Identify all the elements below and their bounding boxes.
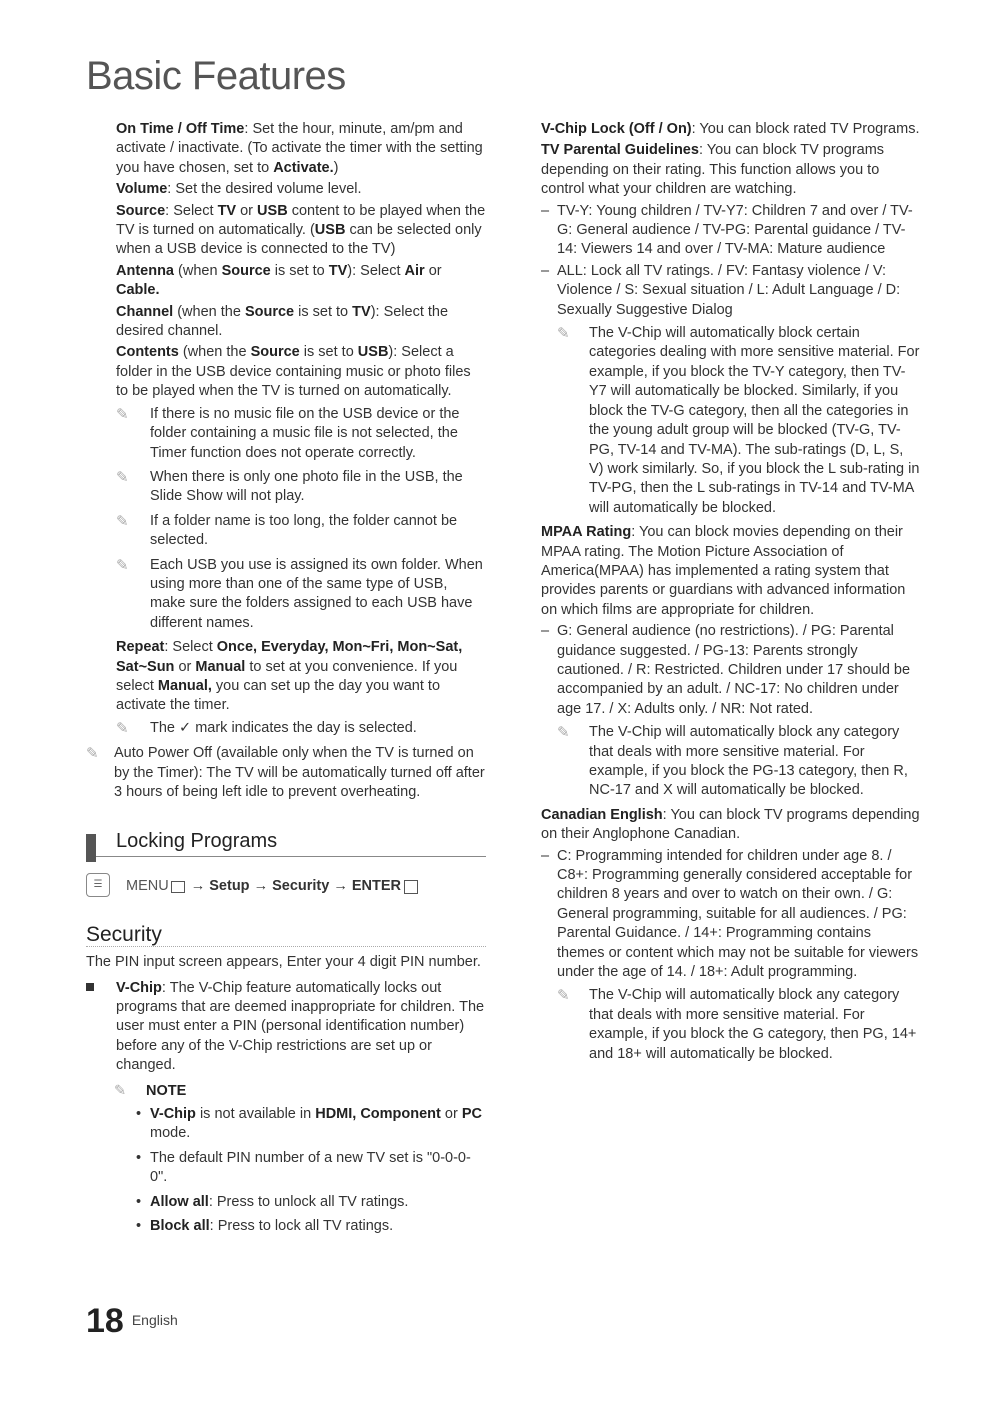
tv-ratings-text: TV-Y: Young children / TV-Y7: Children 7 and over / TV-G: General audience / TV-PG: Parental guidance / TV-14: Viewers 14 and over / TV-MA: Mature audience	[557, 202, 913, 258]
left-column	[86, 120, 486, 1242]
sub-ratings-dash	[541, 262, 921, 518]
contents-text-c: ): Select a folder in the USB device containing music or photo files to be played when the TV is turned on automatically.	[116, 344, 471, 400]
antenna-item	[116, 262, 486, 301]
repeat-text-a: : Select	[164, 639, 217, 656]
note-text: When there is only one photo file in the USB, the Slide Show will not play.	[150, 468, 463, 505]
volume-text: : Set the desired volume level.	[167, 181, 362, 198]
check-note-text-b: mark indicates the day is selected.	[191, 719, 417, 736]
dash-marker: –	[541, 262, 550, 279]
pin-instruction: The PIN input screen appears, Enter your 4 digit PIN number.	[86, 954, 481, 971]
allow-all-text: : Press to unlock all TV ratings.	[208, 1193, 409, 1210]
note-item	[116, 512, 486, 551]
bullet-item	[136, 1193, 486, 1212]
menu-path-menu: MENU	[126, 878, 169, 895]
repeat-manual-2: Manual,	[157, 677, 212, 694]
menu-remote-icon: ☰	[86, 873, 110, 897]
pencil-note-icon: ✎	[557, 987, 570, 1005]
note-label: NOTE	[146, 1082, 187, 1099]
pencil-note-icon: ✎	[116, 468, 129, 486]
auto-power-note	[86, 744, 486, 802]
allow-all-label: Allow all	[150, 1193, 209, 1210]
bullet-item	[136, 1105, 486, 1144]
auto-power-text: Auto Power Off (available only when the TV is turned on by the Timer): The TV will be automatically turned off after 3 hours of being left idle to prevent overheating.	[114, 745, 485, 800]
tv-parental-item	[541, 141, 921, 199]
bullet1-text-f: mode.	[150, 1125, 191, 1142]
tv-parental-label: TV Parental Guidelines	[541, 142, 699, 159]
sub-ratings-text: ALL: Lock all TV ratings. / FV: Fantasy violence / V: Violence / S: Sexual situation / L: Adult Language / D: Sexually Suggestive Dialog	[557, 262, 901, 318]
canadian-note	[557, 986, 921, 1064]
bullet1-vchip: V-Chip	[150, 1106, 196, 1123]
source-item	[116, 202, 486, 260]
page-title: Basic Features	[86, 54, 346, 98]
source-text-b: or	[236, 202, 258, 219]
repeat-label: Repeat	[116, 639, 165, 656]
source-text-c: content to be played when the TV is turned on automatically. (	[116, 202, 486, 239]
tv-parental-text: : You can block TV programs depending on their rating. This function allows you to control what your children are watching.	[541, 142, 885, 198]
pencil-note-icon: ✎	[116, 405, 129, 423]
on-time-text: : Set the hour, minute, am/pm and activate / inactivate. (To activate the timer with the setting you have chosen, set to	[116, 121, 483, 176]
contents-text-a: (when the	[178, 344, 251, 361]
channel-text-c: ): Select the desired channel.	[116, 303, 449, 340]
page-language: English	[131, 1312, 178, 1329]
dash-marker: –	[541, 623, 550, 640]
canadian-text: : You can block TV programs depending on their Anglophone Canadian.	[541, 806, 920, 843]
section-header	[86, 832, 486, 857]
enter-icon	[404, 880, 418, 894]
source-text-d: can be selected only when a USB device is connected to the TV)	[116, 222, 482, 258]
mpaa-item	[541, 523, 921, 620]
pencil-note-icon: ✎	[557, 325, 570, 343]
source-text-a: : Select	[165, 202, 218, 219]
block-all-label: Block all	[150, 1218, 210, 1235]
channel-text-b: is set to	[294, 303, 353, 320]
note-item	[116, 405, 486, 463]
timer-settings-list	[116, 120, 486, 738]
canadian-item	[541, 806, 921, 845]
tv-ratings-dash	[541, 202, 921, 260]
on-time-end: )	[333, 159, 339, 176]
source-usb-2: USB	[314, 222, 346, 239]
activate-term: Activate.	[273, 159, 334, 176]
antenna-text-a: (when	[174, 262, 222, 279]
bullet1-text-b: is not available in	[195, 1106, 316, 1123]
check-mark-icon: ✓	[179, 719, 192, 736]
volume-label: Volume	[116, 181, 168, 198]
contents-item	[116, 343, 486, 401]
note-bullets	[136, 1105, 486, 1236]
right-column	[541, 120, 921, 1069]
section-title: Locking Programs	[116, 830, 278, 853]
canadian-label: Canadian English	[541, 806, 663, 823]
canadian-note-text: The V-Chip will automatically block any category that deals with more sensitive material. For example, if you block the G category, then PG, 14+ and 18+ will automatically be blocked.	[589, 987, 917, 1062]
antenna-text-d: or	[424, 262, 442, 279]
security-heading: Security	[86, 925, 486, 947]
block-all-text: : Press to lock all TV ratings.	[209, 1218, 394, 1235]
mpaa-note	[557, 723, 921, 801]
contents-text-b: is set to	[299, 344, 358, 361]
mpaa-note-text: The V-Chip will automatically block any category that deals with more sensitive material. For example, if you block the PG-13 category, then R, NC-17 and X will automatically be blocked.	[589, 724, 908, 799]
contents-usb: USB	[357, 344, 389, 361]
vchip-lock-item	[541, 120, 921, 139]
channel-label: Channel	[116, 303, 174, 320]
bullet-item	[136, 1149, 486, 1188]
repeat-options: Once, Everyday, Mon~Fri, Mon~Sat, Sat~Sun	[116, 639, 463, 675]
mpaa-ratings-dash	[541, 622, 921, 801]
source-usb: USB	[257, 202, 288, 219]
contents-label: Contents	[116, 344, 179, 361]
note-text: If a folder name is too long, the folder cannot be selected.	[150, 512, 458, 549]
note-text: If there is no music file on the USB device or the folder containing a music file is not selected, the Timer function does not operate correctly.	[150, 405, 460, 461]
mpaa-label: MPAA Rating	[541, 524, 632, 541]
page-number: 18	[86, 1302, 124, 1340]
note-item	[116, 556, 486, 634]
pencil-note-icon: ✎	[114, 1082, 127, 1099]
vchip-label: V-Chip	[116, 979, 162, 996]
dash-marker: –	[541, 202, 550, 219]
pencil-note-icon: ✎	[116, 719, 129, 737]
note-text: Each USB you use is assigned its own folder. When using more than one of the same type of USB, make sure the folders assigned to each USB have different names.	[150, 556, 483, 631]
note-heading	[114, 1082, 486, 1101]
antenna-tv: TV	[328, 262, 348, 279]
canadian-ratings-text: C: Programming intended for children under age 8. / C8+: Programming generally considered acceptable for children 8 years and over to watch on their own. / G: General programming, suitable for all audiences. / PG: Parental Guidance. / 14+: Programming contains themes or content which may not be suitable for viewers under the age of 14. / 18+: Adult programming.	[557, 847, 919, 981]
pencil-note-icon: ✎	[116, 556, 129, 574]
pencil-note-icon: ✎	[116, 512, 129, 530]
pencil-note-icon: ✎	[557, 724, 570, 742]
section-marker	[86, 834, 96, 862]
antenna-air: Air	[404, 262, 425, 279]
volume-item	[116, 180, 486, 199]
mpaa-ratings-text: G: General audience (no restrictions). / PG: Parental guidance suggested. / PG-13: Parents strongly cautioned. / R: Restricted. Children under 17 should be accompanied by an adult. / NC-17: No children under age 17. / X: Adults only. / NR: Not rated.	[557, 623, 911, 717]
antenna-cable: Cable.	[116, 282, 160, 299]
vchip-note-text: The V-Chip will automatically block certain categories dealing with more sensitive material. For example, if you block the TV-Y category, then TV-Y7 will automatically be blocked. Similarly, if you block the TV-G category, then all the categories in the young adult group will be blocked (TV-G, TV-PG, TV-14 and TV-MA). The sub-ratings (D, L, S, V) work similarly. So, if you block the L sub-rating in TV-PG, then the L sub-ratings in TV-14 and TV-MA will automatically be blocked.	[589, 325, 920, 516]
source-label: Source	[116, 202, 166, 219]
antenna-text-c: ): Select	[347, 262, 405, 279]
channel-tv: TV	[352, 303, 371, 320]
channel-item	[116, 303, 486, 342]
channel-source: Source	[244, 303, 295, 320]
menu-path-steps: → Setup → Security → ENTER	[186, 878, 402, 895]
vchip-item	[86, 979, 486, 1076]
repeat-manual: Manual	[195, 658, 246, 675]
bullet1-pc: PC	[461, 1106, 482, 1123]
dash-marker: –	[541, 847, 550, 864]
check-mark-note	[116, 719, 486, 738]
mpaa-text: : You can block movies depending on their MPAA rating. The Motion Picture Association of America(MPAA) has implemented a rating system that provides parents or guardians with advanced information on which films are appropriate for children.	[541, 524, 906, 618]
pencil-note-icon: ✎	[86, 745, 99, 763]
repeat-text-d: you can set up the day you want to activate the timer.	[116, 677, 441, 714]
bullet-item	[136, 1217, 486, 1236]
repeat-text-c: to set at you convenience. If you select	[116, 658, 458, 694]
antenna-text-b: is set to	[270, 262, 329, 279]
page-footer	[86, 1302, 178, 1341]
antenna-label: Antenna	[116, 262, 174, 279]
vchip-text: : The V-Chip feature automatically locks out programs that are deemed inappropriate for children. The user must enter a PIN (personal identification number) before any of the V-Chip restrictions are set up or changed.	[116, 979, 485, 1074]
source-tv: TV	[217, 202, 237, 219]
vchip-lock-text: : You can block rated TV Programs.	[691, 121, 920, 137]
menu-grid-icon	[171, 881, 185, 893]
on-time-label: On Time / Off Time	[116, 121, 245, 137]
vchip-note	[557, 324, 921, 518]
menu-path	[86, 877, 486, 896]
check-note-text-a: The	[150, 719, 180, 736]
note-item	[116, 468, 486, 507]
bullet1-text-d: or	[440, 1106, 462, 1123]
on-time-item	[116, 120, 486, 178]
repeat-text-b: or	[174, 658, 196, 675]
square-bullet-icon	[86, 983, 94, 991]
contents-source: Source	[250, 344, 300, 361]
bullet2-text: The default PIN number of a new TV set is "0-0-0-0".	[150, 1149, 471, 1186]
canadian-ratings-dash	[541, 847, 921, 1064]
channel-text-a: (when the	[173, 303, 245, 320]
vchip-lock-label: V-Chip Lock (Off / On)	[541, 121, 692, 137]
repeat-item	[116, 638, 486, 716]
bullet1-hdmi: HDMI, Component	[315, 1106, 441, 1123]
antenna-source: Source	[221, 262, 271, 279]
